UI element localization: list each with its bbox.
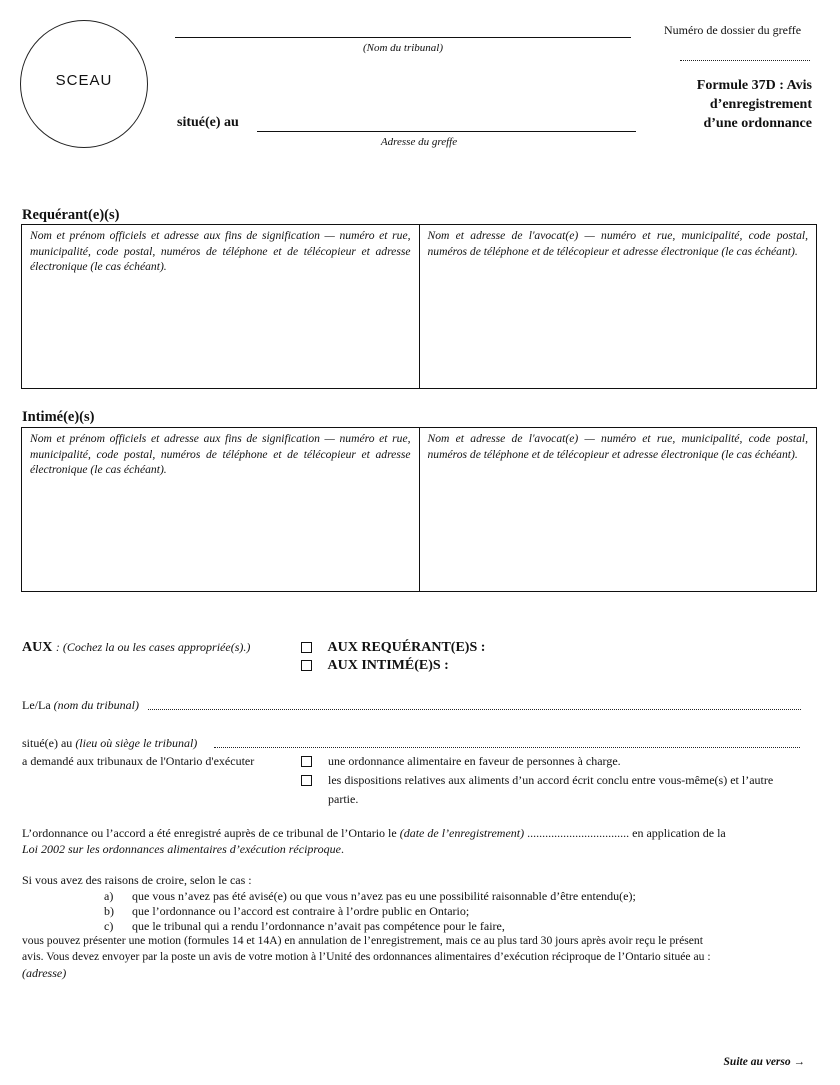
court-line (22, 697, 139, 713)
reason-b-letter: b) (104, 904, 114, 918)
registration-period: . (340, 842, 344, 856)
applicant-lawyer-cell[interactable]: Nom et adresse de l'avocat(e) — numéro et rue, municipalité, code postal, numéros de téléphone et de télécopieur et adresse électronique (le cas échéant). (419, 225, 817, 388)
asked-option2[interactable] (301, 771, 312, 787)
applicants-table (21, 224, 817, 389)
reason-a-letter: a) (104, 889, 114, 903)
form-title-line2: d’enregistrement (709, 97, 812, 112)
seat-line-prefix: situé(e) au (22, 736, 73, 750)
registry-address-caption: Adresse du greffe (380, 136, 458, 148)
applicants-label: Requérant(e)(s) (22, 207, 120, 223)
seat-line (22, 735, 197, 751)
asked-option2-label-line1: les dispositions relatives aux aliments d’un accord écrit conclu entre vous-même(s) et l’autre (328, 773, 774, 787)
seat-line-hint: (lieu où siège le tribunal) (75, 736, 198, 750)
agreement-checkbox[interactable] (301, 775, 312, 786)
court-line-hint: (nom du tribunal) (53, 698, 139, 712)
asked-option2-label-line2: partie. (328, 792, 359, 806)
respondents-table (21, 427, 817, 592)
court-seat-field[interactable] (214, 747, 800, 748)
registration-line2 (22, 841, 344, 857)
seal-placeholder (20, 20, 148, 148)
support-order-checkbox[interactable] (301, 756, 312, 767)
to-option-applicants[interactable] (301, 640, 485, 656)
to-option-respondents[interactable] (301, 658, 449, 674)
reason-c-text: que le tribunal qui a rendu l’ordonnance n’avait pas compétence pour le faire, (132, 919, 505, 933)
registration-line1 (22, 825, 822, 841)
asked-option1[interactable] (301, 752, 621, 768)
registry-address-line[interactable] (257, 131, 636, 132)
reason-c-letter: c) (104, 919, 114, 933)
court-name-line[interactable] (175, 37, 631, 38)
court-line-prefix: Le/La (22, 698, 51, 712)
registration-text1: L’ordonnance ou l’accord a été enregistré auprès de ce tribunal de l’Ontario le (22, 826, 397, 840)
court-name-caption: (Nom du tribunal) (362, 42, 444, 54)
form-title-line1: Formule 37D : Avis (696, 78, 812, 93)
asked-text: a demandé aux tribunaux de l'Ontario d'exécuter (22, 754, 255, 768)
to-line (22, 640, 250, 656)
reason-b-text: que l’ordonnance ou l’accord est contraire à l’ordre public en Ontario; (132, 904, 470, 918)
applicants-checkbox[interactable] (301, 642, 312, 653)
applicant-name-address-cell[interactable]: Nom et prénom officiels et adresse aux fins de signification — numéro et rue, municipalité, code postal, numéros de téléphone et de télécopieur et adresse électronique (le cas échéant). (30, 229, 411, 273)
motion-line1: vous pouvez présenter une motion (formules 14 et 14A) en annulation de l’enregistrement, mais ce au plus tard 30 jours après avoir reçu le présent (22, 934, 703, 947)
to-option-respondents-label: AUX INTIMÉ(E)S : (327, 658, 449, 673)
court-name-field[interactable] (148, 709, 801, 710)
reason-a-text: que vous n’avez pas été avisé(e) ou que vous n’avez pas eu une possibilité raisonnable d’être entendu(e); (132, 889, 636, 903)
file-number-label: Numéro de dossier du greffe (664, 23, 802, 37)
reasons-intro: Si vous avez des raisons de croire, selon le cas : (22, 873, 252, 887)
respondent-name-address-cell[interactable]: Nom et prénom officiels et adresse aux fins de signification — numéro et rue, municipalité, code postal, numéros de téléphone et de télécopieur et adresse électronique (le cas échéant). (30, 432, 411, 476)
file-number-field[interactable] (680, 60, 810, 61)
to-instruction: : (Cochez la ou les cases appropriée(s).) (55, 640, 251, 654)
respondent-lawyer-cell[interactable]: Nom et adresse de l'avocat(e) — numéro et rue, municipalité, code postal, numéros de téléphone et de télécopieur et adresse électronique (le cas échéant). (419, 428, 817, 591)
asked-option1-label: une ordonnance alimentaire en faveur de personnes à charge. (328, 754, 621, 768)
motion-line2: avis. Vous devez envoyer par la poste un avis de votre motion à l’Unité des ordonnances alimentaires d’exécution réciproque de l’Ontario située au : (22, 950, 711, 963)
to-label: AUX (22, 640, 53, 655)
registration-date-field[interactable]: .................................. (527, 826, 630, 840)
to-option-applicants-label: AUX REQUÉRANT(E)S : (327, 640, 486, 655)
form-title-line3: d’une ordonnance (703, 116, 812, 131)
seal-label: SCEAU (55, 72, 113, 89)
located-at-label: situé(e) au (177, 115, 239, 130)
registration-text2: en application de la (632, 826, 726, 840)
continued-overleaf: Suite au verso → (723, 1056, 805, 1068)
registration-date-hint: (date de l’enregistrement) (399, 826, 525, 840)
respondents-checkbox[interactable] (301, 660, 312, 671)
respondents-label: Intimé(e)(s) (22, 409, 95, 425)
registration-law: Loi 2002 sur les ordonnances alimentaires d’exécution réciproque (22, 842, 341, 856)
address-hint: (adresse) (22, 966, 67, 980)
form-title (697, 76, 812, 133)
